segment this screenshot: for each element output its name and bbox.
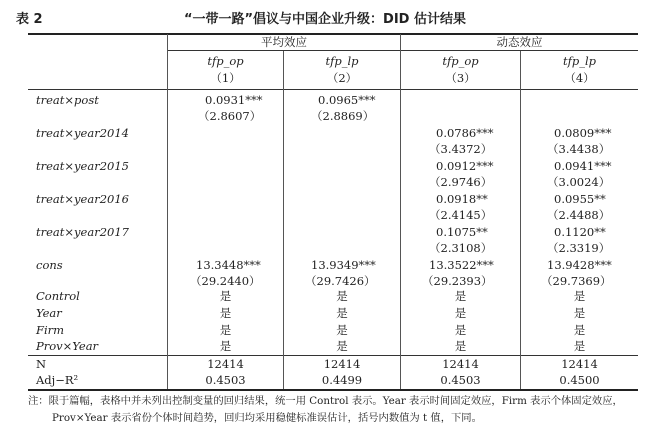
- tstat-r3-c3: （2.4145）: [429, 208, 493, 222]
- prov-year-c4: 是: [573, 339, 586, 353]
- tstat-r4-c4: （2.3319）: [547, 241, 611, 255]
- tstat-r0-c1: （2.8607）: [198, 109, 262, 123]
- tstat-r3-c4: （2.4488）: [547, 208, 611, 222]
- adjr2-c3: 0.4503: [440, 373, 481, 387]
- group-header-dynamic: 动态效应: [496, 35, 543, 49]
- table-title: “一带一路”倡议与中国企业升级：DID 估计结果: [183, 12, 467, 27]
- coef-r1-c3: 0.0786***: [436, 126, 494, 140]
- coef-r1-c4: 0.0809***: [554, 126, 612, 140]
- firm-c1: 是: [219, 323, 232, 337]
- row-label-n: N: [36, 357, 47, 371]
- coef-r0-c1: 0.0931***: [205, 93, 263, 107]
- control-c1: 是: [219, 289, 232, 303]
- row-label-adj-r2: Adj−R²: [36, 373, 79, 387]
- firm-c2: 是: [336, 323, 348, 337]
- prov-year-c3: 是: [454, 339, 467, 353]
- col-dep-1: tfp_op: [207, 54, 244, 68]
- table-label: 表 2: [16, 12, 43, 27]
- prov-year-c1: 是: [219, 339, 232, 353]
- tstat-r5-c2: （29.7426）: [305, 274, 376, 288]
- tstat-r5-c4: （29.7369）: [541, 274, 612, 288]
- n-c2: 12414: [323, 357, 361, 371]
- coef-r3-c4: 0.0955**: [554, 192, 606, 206]
- n-c4: 12414: [561, 357, 598, 371]
- tstat-r5-c1: （29.2440）: [190, 274, 261, 288]
- col-num-1: （1）: [210, 71, 241, 85]
- coef-r4-c3: 0.1075**: [436, 225, 488, 239]
- year-c1: 是: [219, 306, 232, 320]
- coef-r2-c3: 0.0912***: [436, 159, 494, 173]
- row-label-treat-2017: treat×year2017: [36, 225, 129, 239]
- col-num-3: （3）: [445, 71, 476, 85]
- col-num-2: （2）: [326, 71, 358, 85]
- coef-r5-c4: 13.9428***: [547, 258, 612, 272]
- control-c4: 是: [573, 289, 586, 303]
- year-c3: 是: [454, 306, 467, 320]
- n-c1: 12414: [207, 357, 244, 371]
- control-c3: 是: [454, 289, 467, 303]
- row-label-firm: Firm: [36, 323, 65, 337]
- bottom-rule: [28, 389, 638, 391]
- row-label-cons: cons: [36, 258, 63, 272]
- col-dep-4: tfp_lp: [562, 54, 597, 68]
- tstat-r2-c4: （3.0024）: [547, 175, 611, 189]
- row-label-year: Year: [36, 306, 62, 320]
- col-num-4: （4）: [564, 71, 595, 85]
- adjr2-c2: 0.4499: [321, 373, 363, 387]
- coef-r3-c3: 0.0918**: [436, 192, 488, 206]
- adjr2-c1: 0.4503: [205, 373, 246, 387]
- row-label-treat-post: treat×post: [36, 93, 99, 107]
- tstat-r4-c3: （2.3108）: [429, 241, 493, 255]
- firm-c3: 是: [454, 323, 467, 337]
- coef-r2-c4: 0.0941***: [554, 159, 612, 173]
- tstat-r0-c2: （2.8869）: [311, 109, 375, 123]
- prov-year-c2: 是: [336, 339, 348, 353]
- row-label-treat-2014: treat×year2014: [36, 126, 129, 140]
- table-note-line-1: 注：限于篇幅，表格中并未列出控制变量的回归结果，统一用 Control 表示。Year 表示时间固定效应，Firm 表示个体固定效应，: [28, 395, 623, 407]
- tstat-r1-c4: （3.4438）: [547, 142, 611, 156]
- year-c2: 是: [336, 306, 348, 320]
- n-c3: 12414: [442, 357, 479, 371]
- row-label-prov-year: Prov×Year: [36, 339, 99, 353]
- header-rule: [28, 89, 638, 90]
- coef-r5-c1: 13.3448***: [196, 258, 261, 272]
- row-label-treat-2016: treat×year2016: [36, 192, 129, 206]
- coef-r0-c2: 0.0965***: [318, 93, 376, 107]
- tstat-r2-c3: （2.9746）: [429, 175, 493, 189]
- table-note-line-2: Prov×Year 表示省份个体时间趋势，回归均采用稳健标准误估计，括号内数值为 t 值，下同。: [52, 412, 482, 424]
- tstat-r1-c3: （3.4372）: [429, 142, 493, 156]
- coef-r5-c3: 13.3522***: [429, 258, 494, 272]
- coef-r4-c4: 0.1120**: [554, 225, 606, 239]
- col-dep-3: tfp_op: [442, 54, 479, 68]
- adjr2-c4: 0.4500: [559, 373, 600, 387]
- coef-r5-c2: 13.9349***: [311, 258, 376, 272]
- control-c2: 是: [336, 289, 348, 303]
- row-label-control: Control: [36, 289, 80, 303]
- tstat-r5-c3: （29.2393）: [422, 274, 493, 288]
- col-dep-2: tfp_lp: [325, 54, 359, 68]
- row-label-treat-2015: treat×year2015: [36, 159, 129, 173]
- year-c4: 是: [573, 306, 586, 320]
- group-rule: [167, 50, 638, 51]
- table-caption: [0, 6, 650, 28]
- firm-c4: 是: [573, 323, 586, 337]
- group-header-average: 平均效应: [261, 35, 307, 49]
